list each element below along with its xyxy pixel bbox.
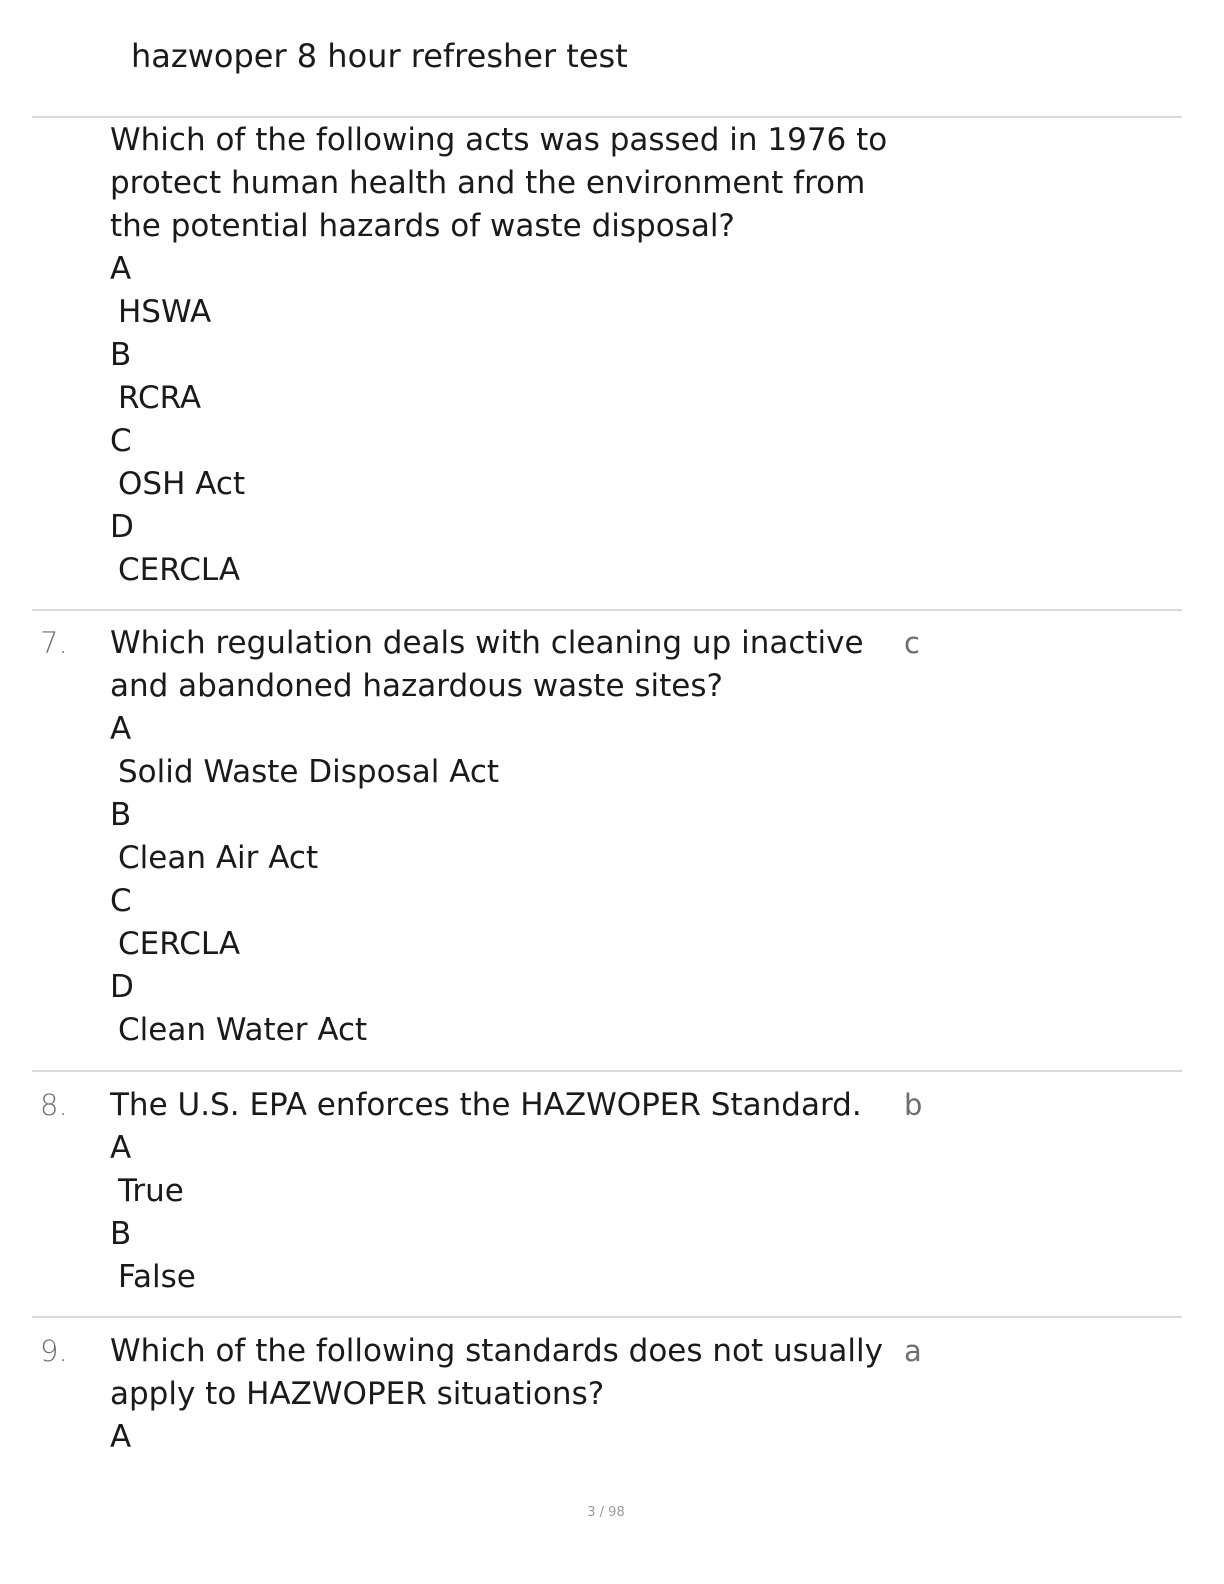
divider xyxy=(32,1070,1182,1072)
option-text: CERCLA xyxy=(118,926,241,962)
option-text: Clean Water Act xyxy=(118,1012,368,1048)
page-indicator: 3 / 98 xyxy=(587,1505,625,1520)
option-text: False xyxy=(118,1259,196,1295)
answer-key: c xyxy=(904,626,920,660)
question-number: 8. xyxy=(40,1088,68,1122)
question-text: Which of the following standards does not usually apply to HAZWOPER situations? xyxy=(110,1333,884,1412)
option-text: Clean Air Act xyxy=(118,840,319,876)
document-title: hazwoper 8 hour refresher test xyxy=(131,37,628,75)
question-text: Which of the following acts was passed in 1976 to protect human health and the environment from the potential hazards of waste disposal? xyxy=(110,122,888,244)
option-letter: B xyxy=(110,797,132,833)
option-letter: C xyxy=(110,883,132,919)
option-letter: D xyxy=(110,509,134,545)
option-letter: A xyxy=(110,711,132,747)
question-body xyxy=(110,1330,900,1459)
option-letter: D xyxy=(110,969,134,1005)
option-text: CERCLA xyxy=(118,552,241,588)
question-number: 7. xyxy=(40,626,68,660)
answer-key: b xyxy=(904,1088,923,1122)
option-letter: A xyxy=(110,1419,132,1455)
divider xyxy=(32,609,1182,611)
divider xyxy=(32,1316,1182,1318)
question-body xyxy=(110,119,900,592)
question-number: 9. xyxy=(40,1334,68,1368)
option-text: True xyxy=(118,1173,184,1209)
option-text: RCRA xyxy=(118,380,202,416)
option-text: Solid Waste Disposal Act xyxy=(118,754,500,790)
option-letter: A xyxy=(110,1130,132,1166)
option-letter: A xyxy=(110,251,132,287)
question-body xyxy=(110,622,900,1052)
answer-key: a xyxy=(904,1334,922,1368)
option-letter: C xyxy=(110,423,132,459)
option-text: OSH Act xyxy=(118,466,246,502)
question-text: Which regulation deals with cleaning up inactive and abandoned hazardous waste sites? xyxy=(110,625,864,704)
option-letter: B xyxy=(110,337,132,373)
divider xyxy=(32,116,1182,118)
option-letter: B xyxy=(110,1216,132,1252)
option-text: HSWA xyxy=(118,294,212,330)
question-text: The U.S. EPA enforces the HAZWOPER Standard. xyxy=(110,1087,862,1123)
question-body xyxy=(110,1084,900,1299)
